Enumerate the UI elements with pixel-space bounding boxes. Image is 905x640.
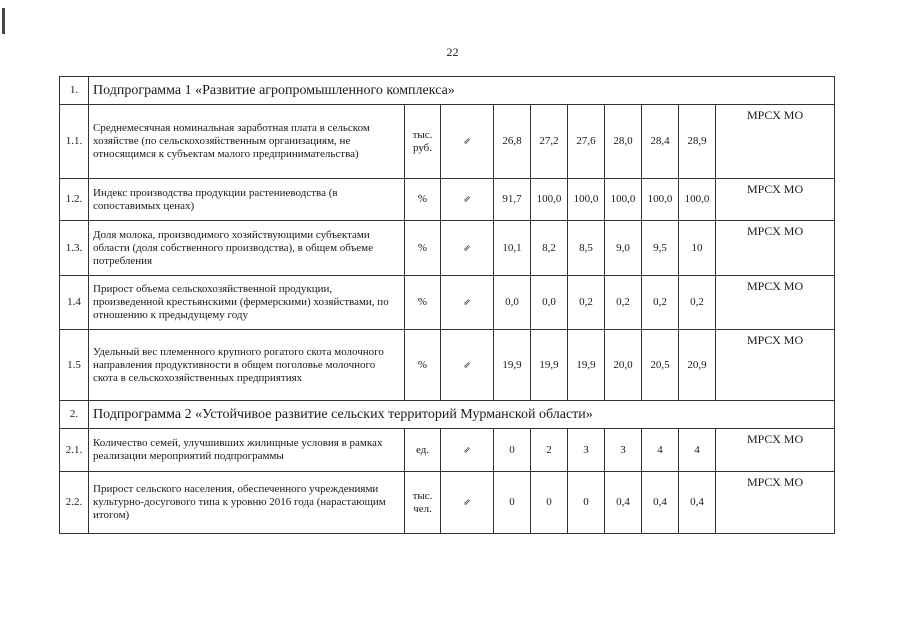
value-cell: 0,2 (642, 276, 679, 330)
table-row (60, 429, 835, 472)
table-row (60, 472, 835, 534)
section-title: Подпрограмма 1 «Развитие агропромышленного комплекса» (89, 77, 835, 105)
value-cell: 0 (494, 472, 531, 534)
value-cell: 0 (494, 429, 531, 472)
unit-cell: % (405, 276, 441, 330)
value-cell: 19,9 (568, 330, 605, 401)
row-number: 1.3. (60, 221, 89, 276)
responsible-cell: МРСХ МО (716, 472, 835, 534)
section-number: 1. (60, 77, 89, 105)
value-cell: 0,2 (605, 276, 642, 330)
unit-cell: тыс. руб. (405, 105, 441, 179)
value-cell: 26,8 (494, 105, 531, 179)
value-cell: 27,6 (568, 105, 605, 179)
value-cell: 100,0 (642, 179, 679, 221)
value-cell: 100,0 (679, 179, 716, 221)
page-number: 22 (446, 45, 459, 59)
value-cell: 9,5 (642, 221, 679, 276)
value-cell: 10,1 (494, 221, 531, 276)
value-cell: 100,0 (531, 179, 568, 221)
value-cell: 10 (679, 221, 716, 276)
value-cell: 91,7 (494, 179, 531, 221)
row-number: 1.5 (60, 330, 89, 401)
value-cell: 0,0 (531, 276, 568, 330)
row-number: 2.1. (60, 429, 89, 472)
value-cell: 20,0 (605, 330, 642, 401)
table-row (60, 105, 835, 179)
value-cell: 19,9 (494, 330, 531, 401)
value-cell: 0,4 (679, 472, 716, 534)
handwritten-mark-icon: ⇙ (441, 276, 494, 330)
indicator-name: Индекс производства продукции растениеводства (в сопоставимых ценах) (89, 179, 405, 221)
handwritten-mark-icon: ⇙ (441, 221, 494, 276)
value-cell: 4 (679, 429, 716, 472)
row-number: 1.2. (60, 179, 89, 221)
value-cell: 0,2 (679, 276, 716, 330)
value-cell: 0,4 (605, 472, 642, 534)
handwritten-mark-icon: ⇙ (441, 179, 494, 221)
section-number: 2. (60, 401, 89, 429)
value-cell: 28,4 (642, 105, 679, 179)
value-cell: 3 (605, 429, 642, 472)
table-row (60, 276, 835, 330)
value-cell: 0 (568, 472, 605, 534)
indicators-table (59, 76, 835, 534)
value-cell: 3 (568, 429, 605, 472)
indicator-name: Количество семей, улучшивших жилищные условия в рамках реализации мероприятий подпрограммы (89, 429, 405, 472)
responsible-cell: МРСХ МО (716, 179, 835, 221)
value-cell: 0,4 (642, 472, 679, 534)
unit-cell: тыс. чел. (405, 472, 441, 534)
scan-edge-mark (2, 8, 5, 34)
value-cell: 20,5 (642, 330, 679, 401)
table-row (60, 330, 835, 401)
table-row (60, 179, 835, 221)
value-cell: 100,0 (568, 179, 605, 221)
responsible-cell: МРСХ МО (716, 221, 835, 276)
table-row (60, 221, 835, 276)
handwritten-mark-icon: ⇙ (441, 472, 494, 534)
unit-cell: % (405, 330, 441, 401)
value-cell: 0,2 (568, 276, 605, 330)
unit-cell: % (405, 179, 441, 221)
value-cell: 100,0 (605, 179, 642, 221)
value-cell: 0,0 (494, 276, 531, 330)
section-header-row (60, 401, 835, 429)
value-cell: 28,0 (605, 105, 642, 179)
responsible-cell: МРСХ МО (716, 276, 835, 330)
value-cell: 8,2 (531, 221, 568, 276)
value-cell: 4 (642, 429, 679, 472)
row-number: 2.2. (60, 472, 89, 534)
value-cell: 27,2 (531, 105, 568, 179)
row-number: 1.1. (60, 105, 89, 179)
value-cell: 20,9 (679, 330, 716, 401)
handwritten-mark-icon: ⇙ (441, 330, 494, 401)
value-cell: 9,0 (605, 221, 642, 276)
responsible-cell: МРСХ МО (716, 330, 835, 401)
indicator-name: Удельный вес племенного крупного рогатого скота молочного направления продуктивности в общем поголовье молочного скота в сельскохозяйственных предприятиях (89, 330, 405, 401)
row-number: 1.4 (60, 276, 89, 330)
indicator-name: Прирост объема сельскохозяйственной продукции, произведенной крестьянскими (фермерскими) хозяйствами, по отношению к предыдущему году (89, 276, 405, 330)
unit-cell: % (405, 221, 441, 276)
indicator-name: Доля молока, производимого хозяйствующими субъектами области (доля собственного производства), в общем объеме потребления (89, 221, 405, 276)
responsible-cell: МРСХ МО (716, 429, 835, 472)
handwritten-mark-icon: ⇙ (441, 429, 494, 472)
indicator-name: Среднемесячная номинальная заработная плата в сельском хозяйстве (по сельскохозяйственным организациям, не относящимся к субъектам малого предпринимательства) (89, 105, 405, 179)
value-cell: 19,9 (531, 330, 568, 401)
value-cell: 28,9 (679, 105, 716, 179)
unit-cell: ед. (405, 429, 441, 472)
value-cell: 0 (531, 472, 568, 534)
value-cell: 8,5 (568, 221, 605, 276)
section-header-row (60, 77, 835, 105)
value-cell: 2 (531, 429, 568, 472)
indicator-name: Прирост сельского населения, обеспеченного учреждениями культурно-досугового типа к уровню 2016 года (нарастающим итогом) (89, 472, 405, 534)
responsible-cell: МРСХ МО (716, 105, 835, 179)
section-title: Подпрограмма 2 «Устойчивое развитие сельских территорий Мурманской области» (89, 401, 835, 429)
handwritten-mark-icon: ⇙ (441, 105, 494, 179)
